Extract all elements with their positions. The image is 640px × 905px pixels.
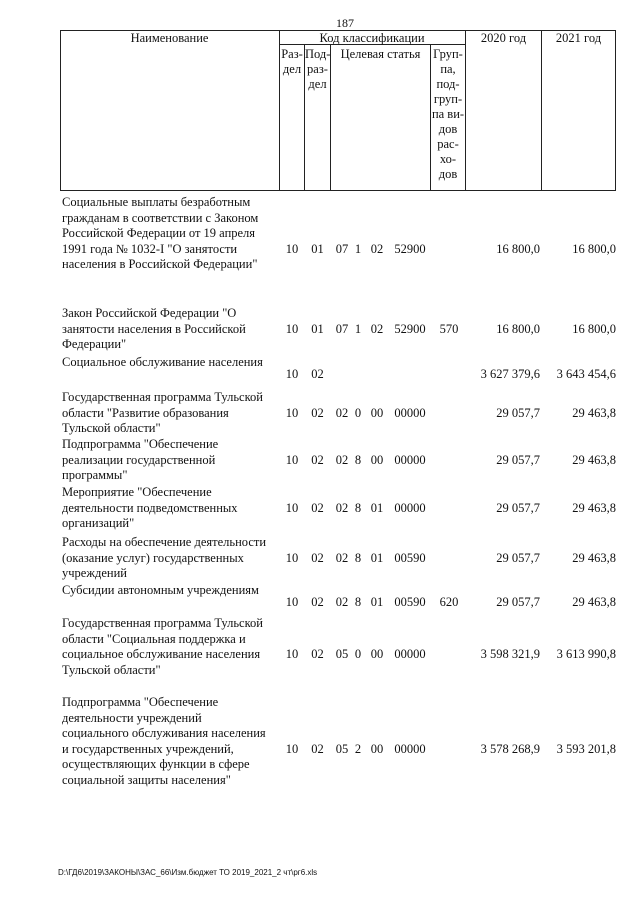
podrazdel-cell: 02 <box>311 453 324 467</box>
value-2020-cell: 29 057,7 <box>496 595 540 609</box>
header-vid <box>431 47 465 182</box>
header-vid-line: под- <box>436 77 460 91</box>
target-part1-cell: 02 <box>335 501 349 515</box>
file-path-footer: D:\ГД6\2019\ЗАКОНЫ\ЗАС_66\Изм.бюджет ТО 2019_2021_2 чт\рг6.xls <box>58 868 318 877</box>
target-part2-cell: 1 <box>354 322 362 336</box>
row-name-line: социальное обслуживание населения <box>62 647 261 661</box>
target-part4-cell: 00000 <box>394 406 426 420</box>
row-name-line: программы" <box>62 468 128 482</box>
row-name <box>62 306 277 353</box>
target-part4-cell: 00000 <box>394 501 426 515</box>
value-2020-cell: 29 057,7 <box>496 501 540 515</box>
target-part2-cell: 8 <box>354 501 362 515</box>
target-part2-cell: 0 <box>354 406 362 420</box>
row-name-line: социального обслуживания населения <box>62 726 266 740</box>
row-name-line: и государственных учреждений, <box>62 741 234 756</box>
row-name-line: осуществляющих функции в сфере <box>62 757 250 771</box>
row-name <box>62 355 277 371</box>
target-part4-cell: 00000 <box>394 742 426 756</box>
row-name-line: Мероприятие "Обеспечение <box>62 485 212 499</box>
row-name <box>62 437 277 484</box>
target-part2-cell: 1 <box>354 242 362 256</box>
header-podrazdel <box>305 47 330 92</box>
expense-type-cell: 570 <box>439 322 459 336</box>
value-2021-cell: 3 593 201,8 <box>556 742 616 756</box>
expense-type-cell: 620 <box>439 595 459 609</box>
target-part3-cell: 01 <box>370 551 384 565</box>
header-2021: 2021 год <box>555 31 602 45</box>
row-name-line: 1991 года № 1032-I "О занятости <box>62 241 238 256</box>
row-name-line: Социальные выплаты безработным <box>62 195 251 209</box>
razdel-cell: 10 <box>285 501 299 515</box>
razdel-cell: 10 <box>285 453 299 467</box>
row-name-line: Федерации" <box>62 337 127 351</box>
row-name-line: социальной защиты населения" <box>62 772 231 787</box>
row-name-line: Подпрограмма "Обеспечение <box>62 695 219 709</box>
header-vid-line: дов <box>438 167 458 181</box>
row-name-line: реализации государственной <box>62 452 216 467</box>
target-part1-cell: 07 <box>335 242 349 256</box>
header-podrazdel-line: раз- <box>307 62 328 76</box>
row-name <box>62 695 277 788</box>
value-2020-cell: 3 578 268,9 <box>480 742 540 756</box>
target-part4-cell: 00000 <box>394 453 426 467</box>
row-name-line: Российской Федерации от 19 апреля <box>62 226 256 240</box>
target-part4-cell: 52900 <box>394 322 426 336</box>
header-vid-line: Груп- <box>433 47 463 61</box>
target-part2-cell: 8 <box>354 453 362 467</box>
target-part1-cell: 02 <box>335 453 349 467</box>
value-2020-cell: 29 057,7 <box>496 551 540 565</box>
header-vid-line: па, <box>440 62 456 76</box>
value-2021-cell: 3 613 990,8 <box>556 647 616 661</box>
value-2021-cell: 29 463,8 <box>572 501 616 515</box>
header-podrazdel-line: дел <box>308 77 327 91</box>
target-part3-cell: 02 <box>370 242 384 256</box>
razdel-cell: 10 <box>285 742 299 756</box>
row-name-line: деятельности подведомственных <box>62 500 238 515</box>
row-name-line: Социальное обслуживание населения <box>62 355 263 369</box>
podrazdel-cell: 02 <box>311 367 324 381</box>
row-name-line: гражданам в соответствии с Законом <box>62 210 259 225</box>
target-part4-cell: 00590 <box>394 551 426 565</box>
target-part2-cell: 0 <box>354 647 362 661</box>
row-name <box>62 535 277 582</box>
target-part4-cell: 00000 <box>394 647 426 661</box>
target-part3-cell: 01 <box>370 595 384 609</box>
podrazdel-cell: 01 <box>311 322 324 336</box>
header-2020: 2020 год <box>480 31 527 45</box>
header-vid-line: па ви- <box>431 107 465 121</box>
row-name-line: области "Социальная поддержка и <box>62 631 246 646</box>
header-name: Наименование <box>130 31 209 45</box>
row-name <box>62 390 277 437</box>
podrazdel-cell: 02 <box>311 501 324 515</box>
razdel-cell: 10 <box>285 551 299 565</box>
target-part3-cell: 02 <box>370 322 384 336</box>
row-name-line: организаций" <box>62 516 135 530</box>
podrazdel-cell: 02 <box>311 647 324 661</box>
page-number: 187 <box>336 16 354 30</box>
razdel-cell: 10 <box>285 242 299 256</box>
header-vid-line: хо- <box>439 152 457 166</box>
value-2020-cell: 3 627 379,6 <box>480 367 540 381</box>
target-part3-cell: 00 <box>370 406 384 420</box>
row-name-line: Государственная программа Тульской <box>62 616 263 630</box>
value-2020-cell: 16 800,0 <box>496 242 540 256</box>
podrazdel-cell: 02 <box>311 406 324 420</box>
target-part3-cell: 00 <box>370 742 384 756</box>
row-name-line: Тульской области" <box>62 421 161 435</box>
razdel-cell: 10 <box>285 322 299 336</box>
razdel-cell: 10 <box>285 406 299 420</box>
target-part1-cell: 02 <box>335 551 349 565</box>
row-name <box>62 195 277 273</box>
razdel-cell: 10 <box>285 367 299 381</box>
value-2020-cell: 29 057,7 <box>496 453 540 467</box>
header-target: Целевая статья <box>340 47 421 61</box>
header-podrazdel-line: Под- <box>305 47 331 61</box>
row-name-line: занятости населения в Российской <box>62 321 246 336</box>
target-part3-cell: 00 <box>370 453 384 467</box>
target-part2-cell: 8 <box>354 595 362 609</box>
row-name-line: учреждений <box>62 566 127 580</box>
value-2021-cell: 16 800,0 <box>572 322 616 336</box>
table-header <box>60 30 616 191</box>
target-part2-cell: 8 <box>354 551 362 565</box>
header-razdel-line: Раз- <box>281 47 303 61</box>
row-name-line: области "Развитие образования <box>62 405 229 420</box>
value-2020-cell: 16 800,0 <box>496 322 540 336</box>
target-part1-cell: 05 <box>335 742 349 756</box>
target-part1-cell: 02 <box>335 595 349 609</box>
podrazdel-cell: 01 <box>311 242 324 256</box>
value-2021-cell: 3 643 454,6 <box>556 367 616 381</box>
value-2021-cell: 29 463,8 <box>572 453 616 467</box>
value-2021-cell: 29 463,8 <box>572 406 616 420</box>
target-part1-cell: 05 <box>335 647 349 661</box>
header-vid-line: рас- <box>437 137 459 151</box>
podrazdel-cell: 02 <box>311 595 324 609</box>
header-vid-line: груп- <box>433 92 463 106</box>
value-2021-cell: 29 463,8 <box>572 595 616 609</box>
row-name-line: Субсидии автономным учреждениям <box>62 583 259 597</box>
row-name-line: Расходы на обеспечение деятельности <box>62 535 267 549</box>
row-name-line: населения в Российской Федерации" <box>62 257 258 271</box>
target-part1-cell: 07 <box>335 322 349 336</box>
header-code-group: Код классификации <box>319 31 425 45</box>
podrazdel-cell: 02 <box>311 742 324 756</box>
value-2021-cell: 16 800,0 <box>572 242 616 256</box>
row-name-line: Закон Российской Федерации "О <box>62 306 237 320</box>
row-name <box>62 616 277 678</box>
target-part1-cell: 02 <box>335 406 349 420</box>
header-razdel-line: дел <box>282 62 302 76</box>
row-name-line: Подпрограмма "Обеспечение <box>62 437 219 451</box>
row-name-line: деятельности учреждений <box>62 710 202 725</box>
podrazdel-cell: 02 <box>311 551 324 565</box>
row-name <box>62 485 277 532</box>
razdel-cell: 10 <box>285 595 299 609</box>
value-2020-cell: 3 598 321,9 <box>480 647 540 661</box>
target-part3-cell: 01 <box>370 501 384 515</box>
razdel-cell: 10 <box>285 647 299 661</box>
row-name-line: Тульской области" <box>62 662 161 677</box>
target-part3-cell: 00 <box>370 647 384 661</box>
target-part4-cell: 00590 <box>394 595 426 609</box>
row-name-line: Государственная программа Тульской <box>62 390 263 404</box>
target-part2-cell: 2 <box>354 742 362 756</box>
header-vid-line: дов <box>438 122 458 136</box>
value-2021-cell: 29 463,8 <box>572 551 616 565</box>
target-part4-cell: 52900 <box>394 242 426 256</box>
row-name-line: (оказание услуг) государственных <box>62 550 244 565</box>
value-2020-cell: 29 057,7 <box>496 406 540 420</box>
header-razdel <box>280 47 304 77</box>
row-name <box>62 583 277 599</box>
